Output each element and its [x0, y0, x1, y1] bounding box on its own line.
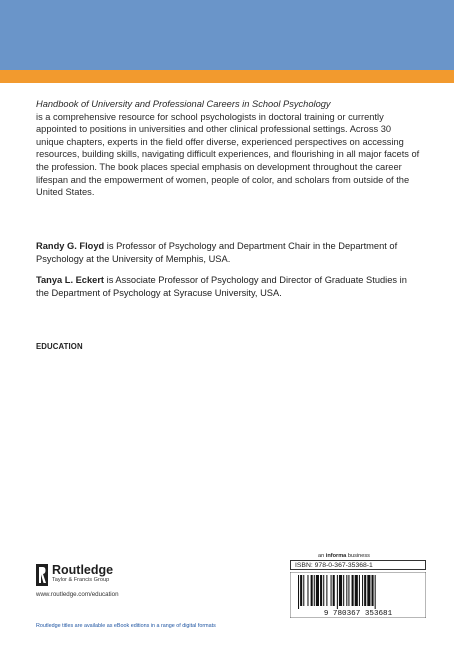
barcode-bar — [307, 575, 308, 606]
barcode-bar — [326, 575, 327, 606]
barcode-bar — [320, 575, 322, 606]
author-name-2: Tanya L. Eckert — [36, 275, 105, 285]
publisher-group: Taylor & Francis Group — [52, 577, 110, 583]
book-description-body: is a comprehensive resource for school psychologists in doctoral training or currently appointed to positions in universities and other clinical professional settings. Across 30 unique chapters, experts in the field offer diverse, experienced perspectives on accessing resources, building skills, navigating difficult experiences, and flourishing in all major facets of the profession. The book places special emphasis on development throughout the career lifespan and the empowerment of women, people of color, and scholars from outside of the United States. — [36, 111, 420, 198]
informa-prefix: an — [318, 553, 326, 559]
barcode-bar — [343, 575, 344, 606]
barcode-bar — [331, 575, 332, 606]
publisher-url[interactable]: www.routledge.com/education — [36, 591, 119, 598]
barcode-bar — [359, 575, 360, 606]
barcode-bar — [298, 575, 299, 609]
barcode-bar — [303, 575, 304, 606]
isbn-barcode — [290, 572, 426, 618]
barcode-bar — [316, 575, 319, 606]
barcode-bar — [352, 575, 354, 606]
barcode-bar — [362, 575, 363, 606]
cover-top-band — [0, 0, 454, 70]
barcode-bar — [372, 575, 374, 606]
author-bio-text-1: is Professor of Psychology and Department Chair in the Department of Psychology at the University of Memphis, USA. — [36, 241, 398, 264]
barcode-digits: 9 780367 353681 — [323, 610, 393, 618]
barcode-bar — [339, 575, 342, 606]
barcode-bar — [355, 575, 358, 606]
barcode-bar — [348, 575, 349, 606]
subject-category: EDUCATION — [36, 342, 83, 351]
barcode-bar — [367, 575, 370, 606]
author-bio-text-2: is Associate Professor of Psychology and Director of Graduate Studies in the Department of Psychology at Syracuse University, USA. — [36, 275, 407, 298]
author-bio-2 — [36, 274, 420, 299]
barcode-bar — [375, 575, 376, 609]
barcode-bar — [323, 575, 324, 606]
book-description — [36, 98, 420, 199]
book-title: Handbook of University and Professional Careers in School Psychology — [36, 99, 331, 109]
barcode-bar — [364, 575, 366, 606]
barcode-bar — [314, 575, 315, 606]
author-bio-1 — [36, 240, 420, 265]
ebook-note: Routledge titles are available as eBook editions in a range of digital formats — [36, 623, 216, 629]
informa-business — [318, 553, 370, 559]
isbn-label: ISBN: 978-0-367-35368-1 — [290, 560, 426, 570]
routledge-logo-icon — [36, 564, 48, 586]
barcode-bar — [300, 575, 302, 606]
barcode-bar — [346, 575, 347, 606]
barcode-bar — [333, 575, 335, 606]
informa-brand: informa — [325, 553, 347, 559]
barcode-bar — [311, 575, 313, 606]
informa-suffix: business — [346, 553, 370, 559]
publisher-logo — [36, 564, 113, 586]
barcode-bar — [337, 575, 338, 609]
author-name-1: Randy G. Floyd — [36, 241, 105, 251]
cover-accent-band — [0, 70, 454, 83]
publisher-name: Routledge — [52, 563, 114, 577]
